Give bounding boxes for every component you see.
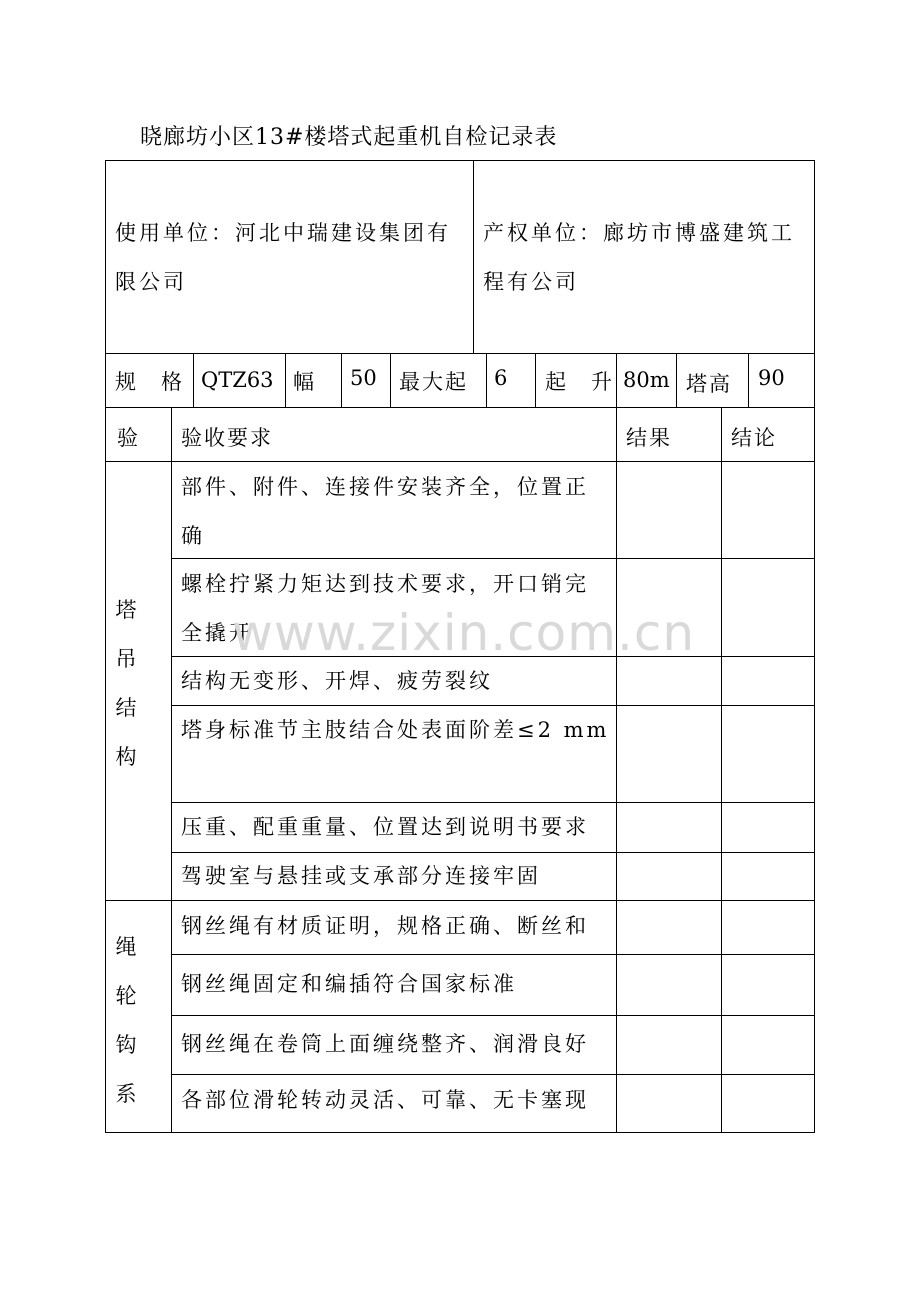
group-label-rope-pulley-hook: 绳 轮 钩 系 [115,935,137,1106]
requirement-item: 驾驶室与悬挂或支承部分连接牢固 [181,864,541,888]
row-divider [171,954,815,955]
requirement-item: 结构无变形、开焊、疲劳裂纹 [181,669,493,693]
check-header: 验 [117,426,140,450]
requirement-item: 螺栓拧紧力矩达到技术要求，开口销完全撬开 [181,572,589,645]
lift-value: 80m [623,368,670,392]
col-divider [171,407,172,1133]
requirement-item: 钢丝绳固定和编插符合国家标准 [181,972,517,996]
tower-height-label: 塔高 [686,372,732,396]
requirement-item: 钢丝绳在卷筒上面缠绕整齐、润滑良好 [181,1032,589,1056]
group-label-tower-structure: 塔 吊 结 构 [115,598,137,769]
conclusion-header: 结论 [731,426,777,450]
col-divider [616,407,617,1133]
col-divider [535,353,536,407]
requirement-item: 部件、附件、连接件安装齐全，位置正确 [181,475,589,548]
lift-label: 起 升 [545,370,614,394]
col-divider [486,353,487,407]
owner-unit: 产权单位：廊坊市博盛建筑工程有公司 [483,221,795,294]
requirement-item: 塔身标准节主肢结合处表面阶差≤2 mm [181,718,610,742]
col-divider [721,407,722,1133]
col-divider [390,353,391,407]
row-divider [105,461,815,462]
row-divider [171,1015,815,1016]
col-divider [473,160,474,353]
spec-value: QTZ63 [201,368,274,392]
requirement-item: 各部位滑轮转动灵活、可靠、无卡塞现 [181,1088,589,1112]
document-title: 晓廊坊小区13#楼塔式起重机自检记录表 [140,125,558,150]
col-divider [748,353,749,407]
tower-height-value: 90 [758,366,785,390]
col-divider [616,353,617,407]
col-divider [676,353,677,407]
row-divider [105,353,815,354]
result-header: 结果 [626,426,672,450]
max-lift-value: 6 [494,366,508,390]
spec-label: 规 格 [115,370,184,394]
requirement-item: 钢丝绳有材质证明，规格正确、断丝和 [181,914,589,938]
user-unit: 使用单位：河北中瑞建设集团有限公司 [115,221,451,294]
col-divider [285,353,286,407]
max-lift-label: 最大起 [399,370,468,394]
watermark: www.zixin.com.cn [232,604,696,662]
row-divider [171,1074,815,1075]
range-label: 幅 [293,370,316,394]
col-divider [193,353,194,407]
requirement-item: 压重、配重重量、位置达到说明书要求 [181,815,589,839]
range-value: 50 [350,366,377,390]
col-divider [341,353,342,407]
requirement-header: 验收要求 [181,426,273,450]
row-divider [105,407,815,408]
